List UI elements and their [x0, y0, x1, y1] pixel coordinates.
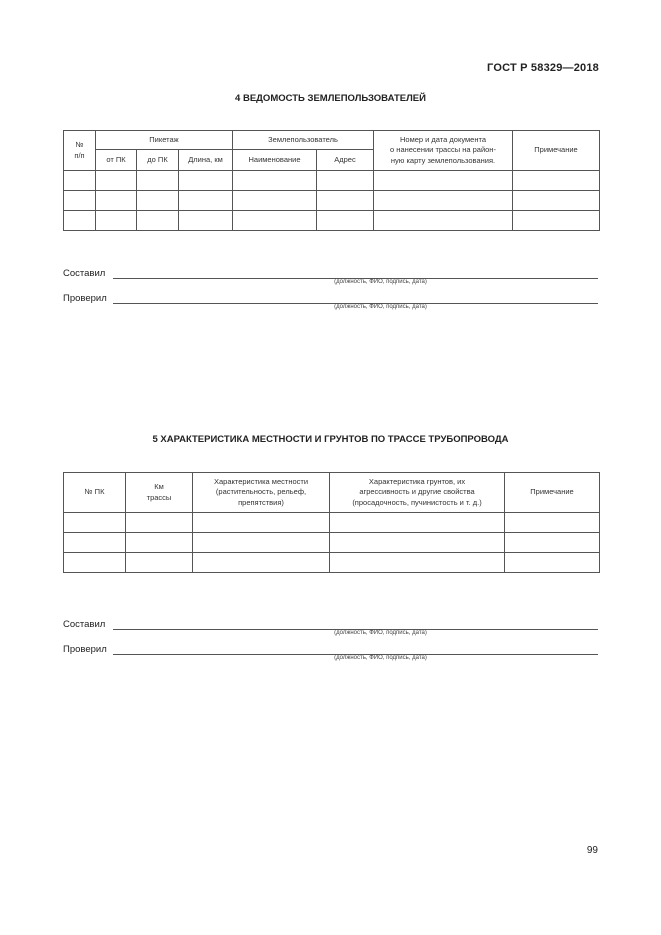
table-cell: [513, 191, 600, 211]
table-cell: [317, 191, 374, 211]
table-cell: [505, 533, 600, 553]
table-cell: [126, 533, 193, 553]
table-cell: [137, 191, 179, 211]
table-cell: [64, 211, 96, 231]
table-cell: [505, 513, 600, 533]
header-number: № п/п: [64, 131, 96, 171]
standard-designation: ГОСТ Р 58329—2018: [487, 62, 599, 74]
table-row: [64, 553, 600, 573]
signature-hint: (должность, ФИО, подпись, дата): [334, 630, 427, 636]
header-terrain: Характеристика местности (растительность, рельеф, препятствия): [193, 473, 330, 513]
table-row: [64, 211, 600, 231]
header-address: Адрес: [317, 150, 374, 171]
table-cell: [513, 171, 600, 191]
page-number: 99: [586, 845, 598, 856]
header-document: Номер и дата документа о нанесении трассы на район- ную карту землепользования.: [374, 131, 513, 171]
table-cell: [193, 533, 330, 553]
table-cell: [374, 191, 513, 211]
header-pk: № ПК: [64, 473, 126, 513]
signature-hint: (должность, ФИО, подпись, дата): [334, 655, 427, 661]
header-length: Длина, км: [179, 150, 233, 171]
table-row: [64, 191, 600, 211]
table-cell: [233, 211, 317, 231]
header-note: Примечание: [505, 473, 600, 513]
table-cell: [126, 513, 193, 533]
table-cell: [64, 171, 96, 191]
table-cell: [513, 211, 600, 231]
signature-hint-row: [63, 630, 598, 638]
table-row: [64, 171, 600, 191]
header-note: Примечание: [513, 131, 600, 171]
checked-label: Проверил: [63, 293, 107, 304]
header-piketazh: Пикетаж: [96, 131, 233, 150]
header-to-pk: до ПК: [137, 150, 179, 171]
table-cell: [193, 513, 330, 533]
table-cell: [64, 533, 126, 553]
section-4-title: 4 ВЕДОМОСТЬ ЗЕМЛЕПОЛЬЗОВАТЕЛЕЙ: [235, 93, 426, 104]
table-cell: [137, 171, 179, 191]
signature-hint: (должность, ФИО, подпись, дата): [334, 279, 427, 285]
header-soil: Характеристика грунтов, их агрессивность и другие свойства (просадочность, пучинистость и т. д.): [330, 473, 505, 513]
table-cell: [374, 211, 513, 231]
signature-hint-row: [63, 279, 598, 287]
table-cell: [505, 553, 600, 573]
table-cell: [233, 191, 317, 211]
table-row: [64, 513, 600, 533]
signature-hint-row: [63, 304, 598, 312]
table-cell: [317, 171, 374, 191]
table-cell: [126, 553, 193, 573]
table-row: [64, 533, 600, 553]
compiled-label: Составил: [63, 619, 106, 630]
table-cell: [330, 513, 505, 533]
compiled-label: Составил: [63, 268, 106, 279]
table-cell: [64, 553, 126, 573]
table-cell: [96, 211, 137, 231]
table-cell: [193, 553, 330, 573]
checked-label: Проверил: [63, 644, 107, 655]
table-cell: [330, 553, 505, 573]
table-cell: [96, 171, 137, 191]
table-cell: [374, 171, 513, 191]
table-cell: [233, 171, 317, 191]
table-cell: [179, 191, 233, 211]
table-cell: [330, 533, 505, 553]
terrain-soil-table: [63, 472, 600, 573]
signature-hint-row: [63, 655, 598, 663]
header-name: Наименование: [233, 150, 317, 171]
table-cell: [137, 211, 179, 231]
table-cell: [64, 191, 96, 211]
header-landuser: Землепользователь: [233, 131, 374, 150]
header-from-pk: от ПК: [96, 150, 137, 171]
table-cell: [179, 211, 233, 231]
landusers-table: [63, 130, 600, 231]
table-cell: [96, 191, 137, 211]
header-km: Км трассы: [126, 473, 193, 513]
signature-hint: (должность, ФИО, подпись, дата): [334, 304, 427, 310]
section-5-title: 5 ХАРАКТЕРИСТИКА МЕСТНОСТИ И ГРУНТОВ ПО ТРАССЕ ТРУБОПРОВОДА: [152, 434, 509, 445]
table-cell: [64, 513, 126, 533]
table-cell: [317, 211, 374, 231]
table-cell: [179, 171, 233, 191]
